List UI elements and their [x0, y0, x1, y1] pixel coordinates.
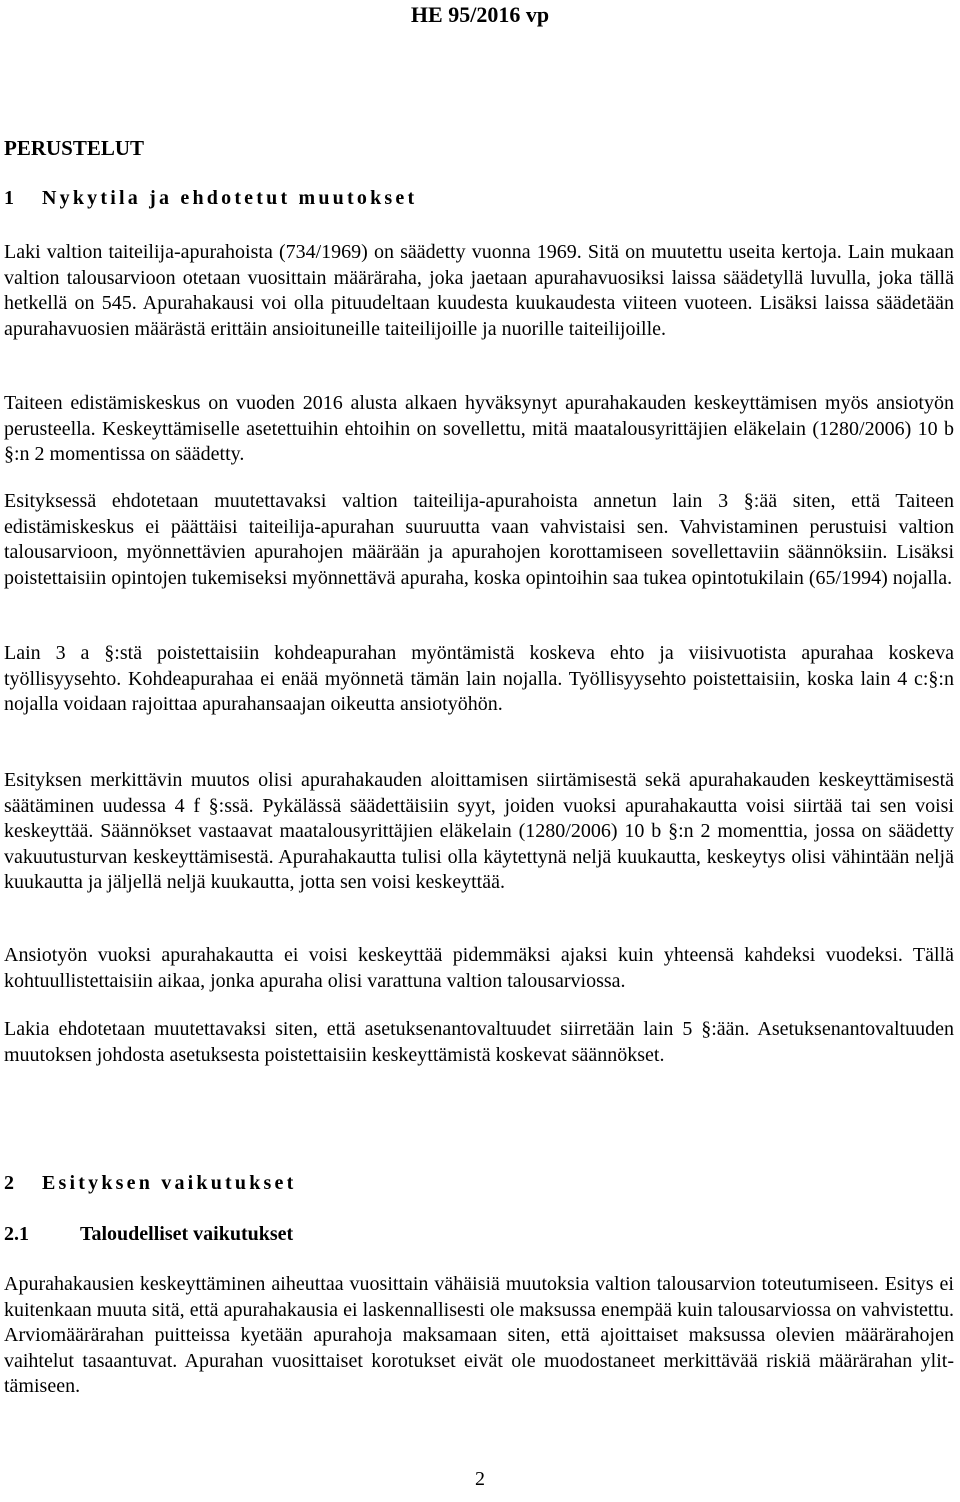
section-number: 2 — [4, 1172, 14, 1194]
paragraph: Apurahakausien keskeyttäminen aiheuttaa vuosittain vähäisiä muutoksia valtion talousarvion toteutumiseen. Esitys ei kuitenkaan muuta sitä, että apurahakausia ei laskennallisesti ole maksussa enempää kuin talousarviossa on vahvistettu. Arviomäärärahan puitteissa kyetään apurahoja maksamaan siten, että ajoittaiset maksussa olevien määrärahojen vaihtelut tasaantuvat. Apurahan vuosittaiset korotukset eivät ole muodostaneet merkittävää riskiä määrärahan ylittämiseen. — [4, 1273, 954, 1398]
paragraph: Laki valtion taiteilija-apurahoista (734/1969) on säädetty vuonna 1969. Sitä on muutettu useita kertoja. Lain mukaan valtion talousarvioon otetaan vuosittain määräraha, joka jaetaan apurahavuosiksi laissa säädetyllä luvulla, joka tällä hetkellä on 545. Apurahakausi voi olla pituudeltaan kuudesta kuukaudesta viiteen vuoteen. Lisäksi laissa säädetään apurahavuosien määrästä erittäin ansioituneille taiteilijoille ja nuorille taiteilijoille. — [4, 241, 954, 340]
section-number: 1 — [4, 187, 14, 209]
paragraph: Esityksen merkittävin muutos olisi apurahakauden aloittamisen siirtämisestä sekä apurahakauden keskeyttämisestä säätäminen uudessa 4 f §:ssä. Pykälässä säädettäisiin syyt, joiden vuoksi apurahakautta voisi siirtää tai sen voisi keskeyttää. Säännökset vastaavat maatalousyrittäjien eläkelain (1280/2006) 10 b §:n 2 momenttia, jossa on säädetty vakuutusturvan keskeyttämisestä. Apurahakautta tulisi olla käytettynä neljä kuukautta, keskeytys olisi vähintään neljä kuukautta ja jäljellä neljä kuukautta, jotta sen voisi keskeyttää. — [4, 769, 954, 894]
paragraph: Lain 3 a §:stä poistettaisiin kohdeapurahan myöntämistä koskeva ehto ja viisivuotista apurahaa koskeva työllisyysehto. Kohdeapurahaa ei enää myönnetä tämän lain nojalla. Työllisyysehto poistettaisiin, koska lain 4 c:§:n nojalla voidaan rajoittaa apurahansaajan oikeutta ansiotyöhön. — [4, 642, 954, 716]
section-heading-2 — [4, 1170, 296, 1196]
paragraph: Esityksessä ehdotetaan muutettavaksi valtion taiteilija-apurahoista annetun lain 3 §:ää siten, että Taiteen edistämiskeskus ei päättäisi taiteilija-apurahan suuruutta vaan vahvistaisi sen. Vahvistaminen perustuisi valtion talousarvioon, myönnettävien apurahojen määrään ja apurahojen korottamiseen sovellettaviin säännöksiin. Lisäksi poistettaisiin opintojen tukemiseksi myönnettävä apuraha, koska opintoihin saa tukea opintotukilain (65/1994) nojalla. — [4, 490, 954, 589]
subsection-title: Taloudelliset vaikutukset — [80, 1223, 294, 1245]
section-title: Esityksen vaikutukset — [42, 1172, 297, 1194]
paragraph: Taiteen edistämiskeskus on vuoden 2016 alusta alkaen hyväksynyt apurahakauden keskeyttämisen myös ansiotyön perusteella. Keskeyttämiselle asetettuihin ehtoihin on sovellettu, mitä maatalousyrittäjien eläkelain (1280/2006) 10 b §:n 2 momentissa on säädetty. — [4, 392, 954, 466]
page-number: 2 — [475, 1468, 485, 1490]
subsection-number: 2.1 — [4, 1223, 29, 1245]
document-id-header: HE 95/2016 vp — [410, 2, 550, 27]
main-heading: PERUSTELUT — [4, 136, 145, 160]
section-title: Nykytila ja ehdotetut muutokset — [42, 187, 418, 209]
subsection-heading-2-1 — [4, 1221, 293, 1247]
section-heading-1 — [4, 185, 417, 211]
paragraph: Lakia ehdotetaan muutettavaksi siten, että asetuksenantovaltuudet siirretään lain 5 §:ään. Asetuksenantovaltuuden muutoksen johdosta asetuksesta poistettaisiin keskeyttämistä koskevat säännökset. — [4, 1018, 954, 1066]
paragraph: Ansiotyön vuoksi apurahakautta ei voisi keskeyttää pidemmäksi ajaksi kuin yhteensä kahdeksi vuodeksi. Tällä kohtuullistettaisiin aikaa, jonka apuraha olisi varattuna valtion talousarviossa. — [4, 944, 954, 992]
